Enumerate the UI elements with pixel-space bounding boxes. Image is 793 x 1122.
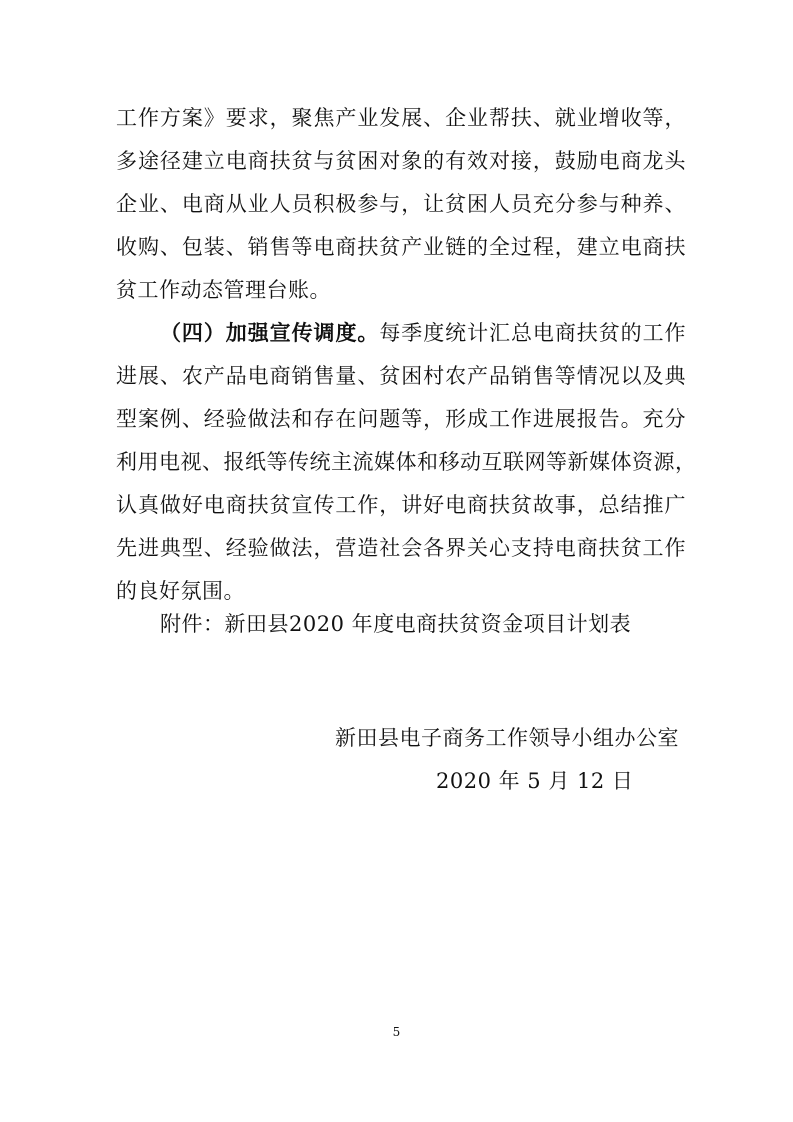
paragraph-2-line-1 [160, 315, 686, 351]
paragraph-1-line-3: 企业、电商从业人员积极参与，让贫困人员充分参与种养、 [116, 192, 686, 216]
page-number: 5 [392, 1025, 401, 1039]
paragraph-2-line-3: 型案例、经验做法和存在问题等，形成工作进展报告。充分 [116, 407, 686, 431]
paragraph-2-line-1-text: 每季度统计汇总电商扶贫的工作 [379, 321, 687, 345]
paragraph-2-line-4: 利用电视、报纸等传统主流媒体和移动互联网等新媒体资源， [116, 450, 697, 474]
paragraph-2-line-6: 先进典型、经验做法，营造社会各界关心支持电商扶贫工作 [116, 536, 686, 560]
paragraph-1-line-5: 贫工作动态管理台账。 [116, 278, 331, 302]
paragraph-2-line-7: 的良好氛围。 [116, 579, 245, 603]
paragraph-1-line-4: 收购、包装、销售等电商扶贫产业链的全过程，建立电商扶 [116, 235, 686, 259]
paragraph-2-line-5: 认真做好电商扶贫宣传工作，讲好电商扶贫故事，总结推广 [116, 493, 686, 517]
attachment-note: 附件：新田县2020 年度电商扶贫资金项目计划表 [160, 612, 632, 636]
section-heading: （四）加强宣传调度。 [160, 320, 380, 345]
signature-organization: 新田县电子商务工作领导小组办公室 [335, 726, 679, 750]
paragraph-1-line-1: 工作方案》要求，聚焦产业发展、企业帮扶、就业增收等， [116, 106, 686, 130]
paragraph-2-line-2: 进展、农产品电商销售量、贫困村农产品销售等情况以及典 [116, 364, 686, 388]
paragraph-1-line-2: 多途径建立电商扶贫与贫困对象的有效对接，鼓励电商龙头 [116, 149, 686, 173]
signature-date: 2020 年 5 月 12 日 [436, 769, 634, 793]
